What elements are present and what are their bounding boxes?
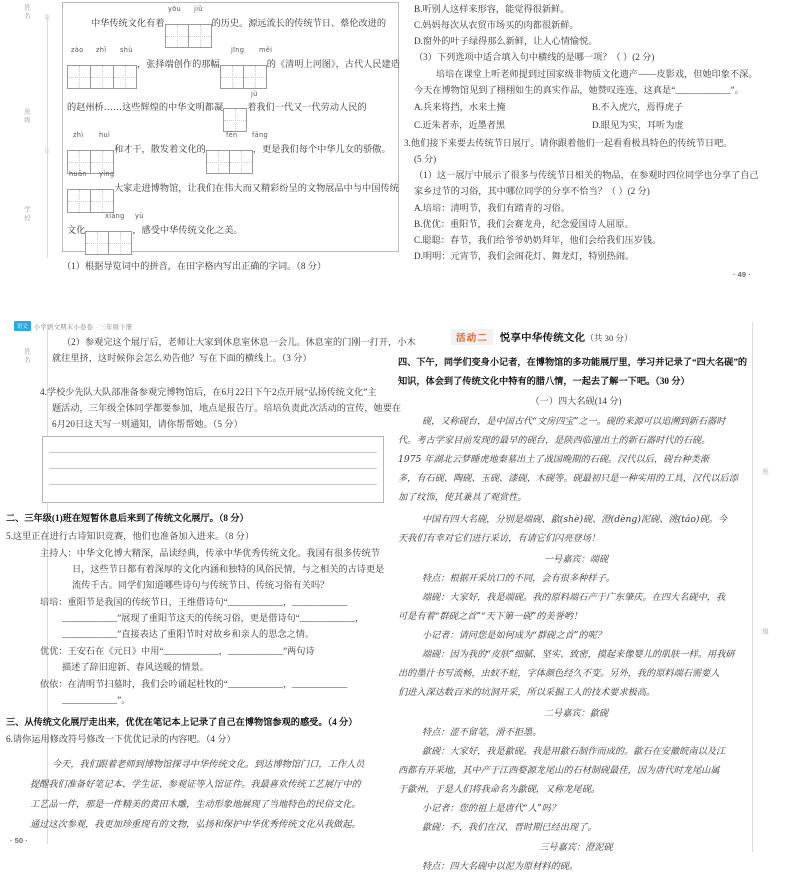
essay-line-3: 工艺品一件，那是一件精美的黄田木雕，生动形象地展现了当地特色的民俗文化。 [30, 799, 361, 810]
tianzige-3[interactable] [67, 65, 137, 89]
dialog-peipei-line-1: 培培：重阳节是我国的传统节日，王维借诗句“____________，____________ [40, 597, 348, 607]
guest-2-line-2: 歙砚：大家好，我是歙砚。我是用歙石制作而成的。歙石在安徽皖南以及江 [422, 746, 726, 757]
pinyin-fen: fēn [226, 131, 238, 139]
margin-mark-right-1: 班 [761, 468, 768, 477]
passage-line-6 [67, 222, 243, 255]
tianzige-2b[interactable] [220, 65, 267, 89]
section-two-heading: 二、三年级(1)班在短暂休息后来到了传统文化展厅。（8 分） [6, 513, 249, 523]
passage-line-1 [91, 15, 386, 48]
pinyin-hui: huì [99, 131, 111, 139]
tianzige-2f[interactable] [85, 231, 132, 255]
passage-line-5 [67, 180, 399, 213]
binding-line [47, 18, 48, 258]
question-3-passage-line-2: 今天在博物馆见到了栩栩如生的真实作品，她赞叹连连，这真是“____________”。 [414, 85, 744, 95]
notice-answer-box[interactable] [42, 436, 384, 503]
passage-text: ，感受中华传统文化之美。 [132, 225, 243, 235]
pinyin-ju: jù [251, 90, 258, 98]
pinyin-zhi: zhǐ [96, 46, 107, 54]
tianzige-2e[interactable] [67, 189, 114, 213]
guest-1-title: 一号嘉宾：端砚 [543, 554, 609, 565]
pinyin-fang: fāng [252, 131, 268, 139]
question-2-line-2: 就往里挤，这时候你会怎么劝告他？写在下面的横线上。（3 分） [52, 353, 312, 363]
guest-2-line-6: 歙砚：不，我们在汉、晋时期已经出现了。 [422, 822, 597, 833]
pinyin-huan: huān [69, 170, 87, 178]
dialog-yiyi-line-1: 依依：在清明节扫墓时，我们会吟诵起杜牧的“____________，____________ [40, 679, 348, 689]
sub-title-four-inkstones: （一）四大名砚(14 分) [530, 396, 622, 406]
tianzige-1[interactable] [223, 108, 247, 132]
guest-3-title: 三号嘉宾：澄泥砚 [539, 842, 613, 853]
guest-1-line-7: 们进入深达数百米的坑洞开采，所以采掘工人的技术要求极高。 [398, 687, 656, 698]
question-4-stem-line-2: (5 分) [414, 154, 437, 164]
body-line-2: 代。考古学家目前发现的最早的砚台，是陕西临潼出土的新石器时代的石砚。 [398, 435, 711, 446]
pinyin-jing: jīng [231, 46, 245, 54]
tianzige-2[interactable] [165, 24, 212, 48]
body-line-3: 1975 年湖北云梦睡虎地秦墓出土了战国晚期的石砚。汉代以后，砚台种类渐 [398, 454, 710, 465]
subject-chip: 语文 [14, 321, 31, 331]
passage-text: 的《清明上河图》，古代人民建造 [266, 59, 400, 69]
guest-1-line-1: 特点：根据开采坑口的不同，会有很多种样子。 [422, 573, 615, 584]
passage-text: 文化 [67, 225, 86, 235]
activity-score: （共 30 分） [585, 333, 633, 343]
passage-line-4 [67, 141, 391, 174]
question-4-sub-line-2: 家乡过节的习俗，其中哪位同学的分享不恰当？（ ）(2 分) [414, 186, 650, 196]
margin-mark-class: 班级 [23, 108, 30, 125]
body-line-5: 加了纹饰，使其兼具了观赏性。 [398, 492, 527, 503]
host-line-2: 日，这些节日都有着深厚的文化内涵和独特的风俗民情，与之相关的古诗更是 [72, 564, 385, 574]
running-header-text: 小学语文期末小卷卷 · 三年级下册 [33, 324, 133, 331]
question-4-option-c[interactable]: C.聪聪：春节，我们给爷爷奶奶拜年，他们会给我们压岁钱。 [414, 235, 662, 245]
guest-1-line-2: 端砚：大家好，我是端砚。我的原料端石产于广东肇庆。在四大名砚中，我 [422, 592, 726, 603]
body-line-7: 天我们有幸对它们进行采访，有请它们闪亮登场！ [398, 533, 601, 544]
option-b-prev[interactable]: B.听别人这样来形容，能觉得很新鲜。 [414, 4, 570, 14]
section-three-heading: 三、从传统文化展厅走出来，优优在笔记本上记录了自己在博物馆参观的感受。（4 分） [6, 717, 358, 727]
seal-mark-zhuang: 装 [43, 14, 49, 23]
activity-title: 悦享中华传统文化 [499, 333, 586, 344]
question-3-passage-line-1: 培培在课堂上听老师提到过国家级非物质文化遗产——皮影戏，但她印象不深。 [436, 69, 758, 79]
passage-text: 中华传统文化有着 [91, 18, 165, 28]
guest-2-title: 二号嘉宾：歙砚 [543, 708, 609, 719]
question-2-line-1: （2）参观完这个展厅后，老师让大家到休息室休息一会儿。休息室的门刚一打开，小木 [62, 337, 416, 347]
question-6-stem: 6.请你运用修改符号修改一下优优记录的内容吧。（4 分） [6, 734, 236, 744]
essay-line-1: 今天，我们跟着老师到博物馆探寻中华传统文化。到达博物馆门口，工作人员 [52, 759, 365, 770]
question-3-stem: （3）下列选项中适合填入句中横线的是哪一项？（ ）(2 分) [414, 52, 655, 62]
dialog-youyou-line-2: 描述了辞旧迎新、春风送暖的情景。 [62, 662, 209, 672]
dialog-yiyi-line-2: ____________”。 [62, 695, 131, 705]
binding-line-right [752, 322, 753, 852]
activity-tag: 活动二 [451, 329, 493, 345]
question-5-stem: 5.这里正在进行古诗知识竞赛，他们也准备加入进来。（8 分） [6, 531, 255, 541]
activity-banner [451, 328, 633, 346]
passage-text: ，更是我们每个中华儿女的骄傲。 [252, 144, 391, 154]
margin-mark-right-2: 级 [761, 628, 768, 637]
passage-text: 的赵州桥……这些辉煌的中华文明都凝 [67, 102, 224, 112]
guest-1-line-3: 可是有着“群砚之首”“天下第一砚”的美誉哟！ [398, 611, 583, 622]
passage-text: 的历史。源远流长的传统节日、蔡伦改进的 [211, 18, 387, 28]
section-four-line-2: 知识，体会到了传统文化中特有的腊八情，一起去了解一下吧。（30 分） [398, 376, 690, 386]
pinyin-you: yōu [168, 5, 182, 13]
question-3-option-c[interactable]: C.近朱者赤，近墨者黑 [414, 120, 506, 130]
question-4-stem-line-1: 3.他们接下来要去传统节日展厅。请你跟着他们一起看看极具特色的传统节日吧。 [404, 138, 733, 148]
pinyin-zao: zào [71, 46, 84, 54]
margin-mark-name-2: 姓名 [23, 348, 30, 365]
guest-1-line-5: 端砚：因为我的“皮肤”细腻、坚实、致密，摸起来像婴儿的肌肤一样。用我研 [422, 649, 735, 660]
guest-2-line-4: 于歙州，于是人们将我命名为歙砚，又称龙尾砚。 [398, 784, 601, 795]
body-line-6: 中国有四大名砚，分别是端砚、歙(shè)砚、澄(dèng)泥砚、洮(táo)砚。今 [422, 514, 728, 525]
guest-1-line-6: 出的墨汁书写流畅，虫蚁不蛀，字体颜色经久不变。另外，我的原料端石需要人 [398, 668, 720, 679]
guest-3-line-1: 特点：四大名砚中以泥为原材料的砚。 [422, 861, 579, 872]
page-number-right: · 49 · [733, 270, 751, 279]
body-line-1: 砚，又称砚台，是中国古代“文房四宝”之一。砚的来源可以追溯到新石器时 [422, 416, 726, 427]
question-4-sub-line-1: （1）这一展厅中展示了很多与传统节日相关的物品，在参观时四位同学也分享了自己 [414, 170, 759, 180]
pinyin-ying: yíng [99, 170, 115, 178]
seal-mark-ding: 订 [43, 148, 49, 157]
pinyin-yu: yù [135, 212, 144, 220]
passage-line-3 [67, 99, 367, 132]
pinyin-mei: měi [259, 46, 273, 54]
pinyin-xiang: xiāng [105, 212, 125, 220]
body-line-4: 多，有石砚、陶砚、玉砚、漆砚、木砚等。砚最初只是一种实用的工具，汉代以后添 [398, 473, 738, 484]
guest-1-line-4: 小记者：请问您是如何成为“群砚之首”的呢？ [422, 630, 606, 641]
host-line-1: 主持人：中华文化博大精深，品读经典，传承中华优秀传统文化。我国有很多传统节 [40, 548, 380, 558]
section-four-line-1: 四、下午，同学们变身小记者，在博物馆的多功能展厅里，学习并记录了“四大名砚”的 [398, 357, 748, 367]
passage-line-2 [67, 56, 400, 89]
option-d-prev[interactable]: D.窗外的叶子绿得那么新鲜，让人心情愉悦。 [414, 36, 598, 46]
question-4-option-a[interactable]: A.培培：清明节，我们有踏青的习俗。 [414, 203, 570, 213]
left-top-region [0, 0, 400, 300]
host-line-3: 流传千古。同学们知道哪些诗句与传统节日、传统习俗有关吗？ [72, 580, 330, 590]
passage-text: 和才干，散发着文化的 [114, 144, 206, 154]
guest-2-line-5: 小记者：您的祖上是唐代“人”吗？ [422, 803, 561, 814]
right-top-region [396, 0, 790, 300]
question-3-option-a[interactable]: A.兵来将挡，水来土掩 [414, 102, 506, 112]
margin-mark-name: 姓名 [23, 4, 30, 21]
essay-line-4: 通过这次参观，我更加珍重现有的文物，弘扬和保护中华优秀传统文化从我做起。 [30, 819, 361, 830]
tianzige-2d[interactable] [206, 150, 253, 174]
page-number-left: · 50 · [10, 836, 28, 845]
question-4b-line-2: 题活动，三年级全体同学都要参加，地点是报告厅。培培负责此次活动的宣传，她要在 [52, 403, 402, 413]
question-4-option-b[interactable]: B.优优：重阳节，我们会赛龙舟，纪念爱国诗人屈原。 [414, 219, 634, 229]
question-4-option-d[interactable]: D.明明：元宵节，我们会闹花灯、舞龙灯，特别热闹。 [414, 251, 635, 261]
question-3-option-b[interactable]: B.不入虎穴，焉得虎子 [592, 102, 684, 112]
margin-mark-school: 学校 [23, 206, 30, 223]
question-3-option-d[interactable]: D.眼见为实，耳听为虚 [592, 120, 684, 130]
option-c-prev[interactable]: C.妈妈每次从农贸市场买的肉都很新鲜。 [414, 20, 579, 30]
passage-text: ，张择端创作的那幅 [137, 59, 220, 69]
dialog-youyou-line-1: 优优：王安石在《元日》中用“____________，____________”两句诗 [40, 646, 315, 656]
question-4b-line-3: 6月20日这天写一则通知，请你帮帮她。（5 分） [52, 419, 243, 429]
guide-passage-box [62, 2, 399, 252]
guest-2-line-3: 西都有开采地，其中产于江西婺源龙尾山的石材制砚最佳，因为唐代时龙尾山属 [398, 765, 720, 776]
pinyin-shu: shù [120, 46, 133, 54]
right-bottom-region [396, 318, 790, 872]
question-1-prompt: （1）根据导览词中的拼音，在田字格内写出正确的字词。（8 分） [62, 261, 327, 271]
guest-2-line-1: 特点：涩不留笔，滑不拒墨。 [422, 727, 542, 738]
essay-line-2: 提醒我们准备好笔记本、学生证、参观证等入馆证件。我最喜欢传统工艺展厅中的 [30, 779, 361, 790]
question-4b-line-1: 4.学校少先队大队部准备参观完博物馆后，在6月22日下午2点开展“弘扬传统文化”主 [40, 387, 377, 397]
dialog-peipei-line-3: ____________”直接表达了重阳节时对故乡和亲人的思念之情。 [62, 629, 315, 639]
passage-text: 着我们一代又一代劳动人民的 [247, 102, 367, 112]
binding-line-2 [47, 324, 48, 844]
passage-text: 大家走进博物馆，让我们在伟大而又精彩纷呈的文物展品中与中国传统 [114, 183, 399, 193]
pinyin-jiu: jiǔ [194, 5, 203, 13]
left-bottom-region [0, 318, 416, 861]
running-header [14, 321, 132, 331]
dialog-peipei-line-2: ____________”展现了重阳节这天的传统习俗，更是借诗句“____________， [62, 613, 365, 623]
pinyin-zhi2: zhì [73, 131, 84, 139]
